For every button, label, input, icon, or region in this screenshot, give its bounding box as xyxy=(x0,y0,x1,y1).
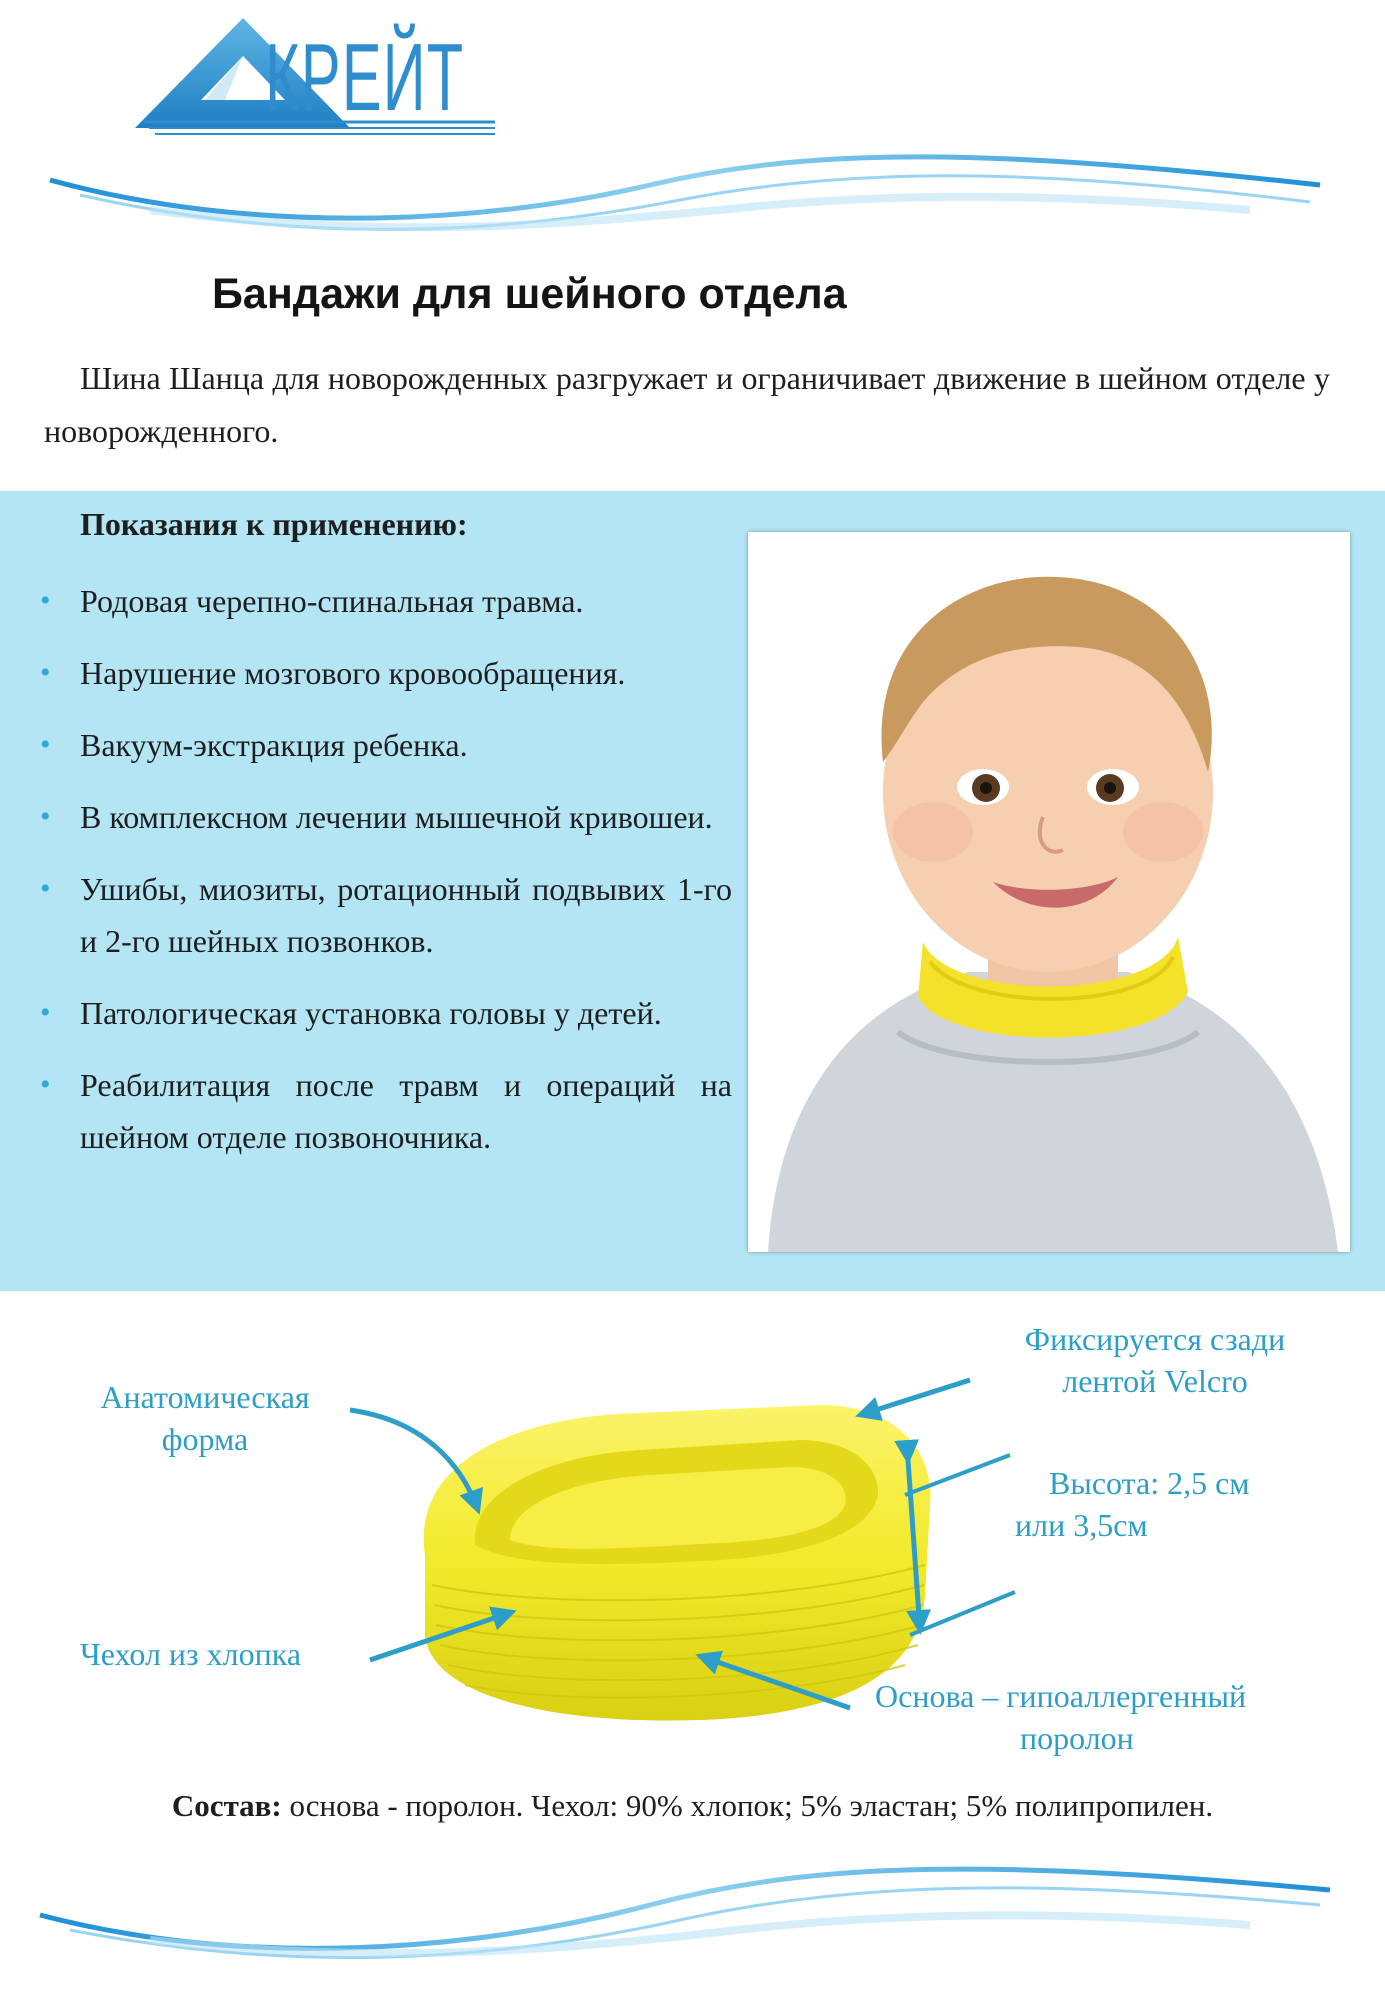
list-item: • В комплексном лечении мышечной кривошеи. xyxy=(40,791,732,843)
intro-paragraph: Шина Шанца для новорожденных разгружает и ограничивает движение в шейном отделе у новорожденного. xyxy=(44,360,1330,449)
child-photo xyxy=(748,532,1350,1252)
composition-label: Состав: xyxy=(171,1788,282,1823)
height-line-2: или 3,5см xyxy=(1015,1507,1148,1543)
composition-text: основа - поролон. Чехол: 90% хлопок; 5% эластан; 5% полипропилен. xyxy=(281,1788,1214,1823)
callout-cotton-cover: Чехол из хлопка xyxy=(80,1636,302,1672)
callout-velcro-fixation: Фиксируется сзади лентой Velcro xyxy=(1024,1321,1286,1399)
page-title: Бандажи для шейного отдела xyxy=(212,270,847,318)
base-line-1: Основа – гипоаллергенный xyxy=(875,1678,1247,1714)
list-item: • Ушибы, миозиты, ротационный подвывих 1-го и 2-го шейных позвонков. xyxy=(40,863,732,967)
list-item: • Реабилитация после травм и операций на шейном отделе позвоночника. xyxy=(40,1059,732,1163)
list-item: • Нарушение мозгового кровообращения. xyxy=(40,647,732,699)
list-item: • Вакуум-экстракция ребенка. xyxy=(40,719,732,771)
height-line-1: Высота: 2,5 см xyxy=(1049,1465,1250,1501)
decorative-wave-top xyxy=(0,140,1385,250)
composition-line xyxy=(0,1788,1385,1824)
list-item: • Патологическая установка головы у детей. xyxy=(40,987,732,1039)
brand-name: КРЕЙТ xyxy=(265,24,465,131)
callout-anatomic-shape: Анатомическая форма xyxy=(100,1379,310,1457)
decorative-wave-bottom xyxy=(0,1840,1385,1970)
callout-foam-base xyxy=(875,1675,1345,1759)
indications-list xyxy=(40,575,732,1183)
base-line-2: поролон xyxy=(1020,1720,1134,1756)
callout-height xyxy=(1015,1462,1295,1546)
indications-heading: Показания к применению: xyxy=(80,506,468,542)
list-item: • Родовая черепно-спинальная травма. xyxy=(40,575,732,627)
